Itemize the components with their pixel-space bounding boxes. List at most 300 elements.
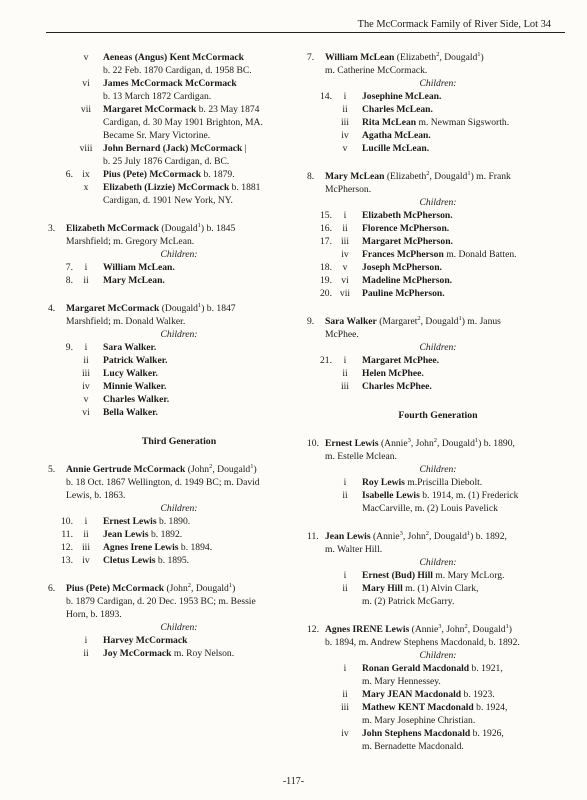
child-text [103, 393, 310, 406]
child-roman-numeral: iv [82, 555, 90, 566]
child-name: Mary JEAN Macdonald [362, 689, 462, 700]
child-name: Sara Walker. [103, 342, 157, 353]
child-text [362, 380, 569, 393]
lineage: (Margaret [376, 316, 418, 327]
child-text [362, 103, 569, 116]
entry-line: b. 18 Oct. 1867 Wellington, d. 1949 BC; m. David [66, 477, 260, 488]
child-name: William McLean. [103, 262, 175, 273]
entry-name: Annie Gertrude McCormack [66, 464, 186, 475]
child-text [362, 274, 569, 287]
lineage: (John [185, 464, 210, 475]
child-name: Elizabeth McPherson. [362, 210, 453, 221]
child-name: Lucille McLean. [362, 143, 430, 154]
child-roman-numeral: v [83, 52, 89, 63]
generation-heading: Fourth Generation [398, 410, 478, 421]
child-details: b. 1890. [156, 516, 191, 527]
sup: 2 [433, 436, 438, 444]
entry-10 [307, 437, 569, 515]
entry-line: m. Catherine McCormack. [325, 65, 428, 76]
lineage: , Dougald [420, 316, 459, 327]
child-roman-numeral: iv [82, 381, 90, 392]
right-column [307, 51, 569, 753]
child-number: 16. [320, 223, 332, 234]
child-details: b. 1881 [229, 182, 261, 193]
child-details: | [242, 143, 247, 154]
child-roman-numeral: viii [79, 143, 93, 154]
child-details: b. 1924, [473, 702, 508, 713]
child-row [48, 168, 310, 181]
child-row [307, 274, 569, 287]
child-roman-numeral: iii [82, 542, 90, 553]
lineage: , John [402, 531, 426, 542]
entry-number: 11. [307, 531, 319, 542]
child-row [48, 647, 310, 660]
child-row [307, 90, 569, 103]
child-text [362, 129, 569, 142]
continued-children [48, 51, 310, 207]
child-name: Minnie Walker. [103, 381, 167, 392]
child-continuation: m. Mary Hennessey. [362, 676, 441, 687]
child-details: b. 1914, m. (1) Frederick [419, 490, 519, 501]
child-row [307, 209, 569, 222]
child-row [307, 727, 569, 753]
child-text [103, 142, 310, 155]
children-list [48, 341, 310, 419]
child-name: Joseph McPherson. [362, 262, 442, 273]
child-row [48, 515, 310, 528]
children-label: Children: [419, 464, 457, 475]
child-row [307, 489, 569, 515]
child-row [48, 341, 310, 354]
lineage: ) b. 1890, [478, 438, 515, 449]
child-details: m. Donald Batten. [443, 249, 517, 260]
child-row [48, 354, 310, 367]
child-text [362, 688, 569, 701]
children-label: Children: [419, 197, 457, 208]
child-roman-numeral: iii [82, 368, 90, 379]
lineage: , Dougald [439, 52, 478, 63]
child-name: Frances McPherson [362, 249, 444, 260]
child-name: Charles McPhee. [362, 381, 432, 392]
child-row [48, 261, 310, 274]
child-text [362, 569, 569, 582]
sup: 1 [466, 529, 471, 537]
child-number: 14. [320, 91, 332, 102]
child-row [48, 367, 310, 380]
child-continuation: b. 13 March 1872 Cardigan. [103, 91, 212, 102]
child-roman-numeral: vi [341, 275, 349, 286]
lineage: , Dougald [467, 624, 506, 635]
entry-line: McPhee. [325, 329, 359, 340]
child-continuation: Cardigan, d. 30 May 1901 Brighton, MA. [103, 117, 263, 128]
child-details: m. Mary McLorg. [432, 570, 505, 581]
entry-name: Sara Walker [325, 316, 377, 327]
entry-name: Margaret McCormack [66, 303, 160, 314]
child-roman-numeral: i [84, 262, 88, 273]
child-name: Bella Walker. [103, 407, 158, 418]
child-text [103, 103, 310, 116]
entry-line: Marshfield; m. Donald Walker. [66, 316, 186, 327]
entry-line: m. Walter Hill. [325, 544, 383, 555]
entry-heading [325, 315, 569, 328]
entry-12 [307, 623, 569, 753]
child-continuation: b. 25 July 1876 Cardigan, d. BC. [103, 156, 230, 167]
children-list [307, 476, 569, 515]
child-roman-numeral: ii [83, 355, 89, 366]
child-details: b. 1923. [461, 689, 495, 700]
lineage: , Dougald [191, 583, 229, 594]
child-row [307, 235, 569, 248]
child-row [307, 380, 569, 393]
sup: 3 [399, 529, 403, 537]
sup: 1 [467, 169, 471, 177]
sup: 1 [505, 622, 509, 630]
header-title: The McCormack Family of River Side, Lot 34 [357, 19, 551, 30]
child-row [48, 406, 310, 419]
lineage: , John [441, 624, 465, 635]
entry-name: Mary McLean [325, 171, 385, 182]
child-name: Roy Lewis [362, 477, 405, 488]
entry-5 [48, 463, 310, 567]
child-row [48, 554, 310, 567]
entry-line: Marshfield; m. Gregory McLean. [66, 236, 195, 247]
child-row [307, 103, 569, 116]
child-roman-numeral: iii [341, 117, 349, 128]
child-text [103, 380, 310, 393]
lineage: (Dougald [159, 223, 198, 234]
child-text [103, 77, 310, 90]
sup: 3 [407, 436, 411, 444]
lineage: ) [253, 464, 257, 475]
child-name: Pauline McPherson. [362, 288, 445, 299]
child-number: 10. [61, 516, 73, 527]
lineage: , Dougald [429, 531, 467, 542]
child-details: b. 1892. [148, 529, 183, 540]
child-number: 9. [65, 342, 73, 353]
lineage: (John [164, 583, 188, 594]
child-text [362, 116, 569, 129]
child-row [307, 222, 569, 235]
child-name: Ronan Gerald Macdonald [362, 663, 470, 674]
child-details: b. 1921, [469, 663, 503, 674]
lineage: (Elizabeth [384, 171, 427, 182]
child-number: 6. [65, 169, 73, 180]
child-roman-numeral: vii [339, 288, 351, 299]
sup: 1 [474, 436, 479, 444]
child-roman-numeral: ii [342, 104, 348, 115]
child-name: Elizabeth (Lizzie) McCormack [103, 182, 230, 193]
entry-heading [325, 623, 569, 636]
child-number: 8. [65, 275, 73, 286]
child-row [48, 393, 310, 406]
entry-number: 7. [307, 52, 315, 63]
entry-heading [325, 437, 569, 450]
generation-heading: Third Generation [141, 436, 217, 447]
entry-3 [48, 222, 310, 287]
sup: 1 [228, 581, 233, 589]
child-row [48, 541, 310, 554]
lineage: ) b. 1845 [200, 223, 236, 234]
child-row [48, 51, 310, 77]
child-row [48, 77, 310, 103]
child-roman-numeral: x [83, 182, 89, 193]
child-continuation: MacCarville, m. (2) Louis Pavelick [362, 503, 498, 514]
child-text [362, 248, 569, 261]
child-name: Florence McPherson. [362, 223, 450, 234]
entry-line: Horn, b. 1893. [66, 609, 122, 620]
lineage: , John [410, 438, 434, 449]
child-number: 7. [65, 262, 73, 273]
lineage: ) m. Frank [470, 171, 511, 182]
lineage: , Dougald [429, 171, 468, 182]
lineage: ) [480, 52, 484, 63]
child-row [307, 261, 569, 274]
child-roman-numeral: ii [83, 648, 89, 659]
child-roman-numeral: vii [80, 104, 92, 115]
child-roman-numeral: iv [341, 728, 349, 739]
child-continuation: m. (2) Patrick McGarry. [362, 596, 455, 607]
entry-7 [307, 51, 569, 155]
entry-name: William McLean [325, 52, 395, 63]
sup: 3 [438, 622, 442, 630]
entry-heading [325, 530, 569, 543]
child-details: b. 1879. [201, 169, 235, 180]
child-row [48, 103, 310, 142]
child-number: 18. [320, 262, 332, 273]
child-name: Pius (Pete) McCormack [103, 169, 202, 180]
children-label: Children: [419, 78, 457, 89]
child-number: 13. [61, 555, 73, 566]
child-row [307, 569, 569, 582]
child-continuation: Cardigan, d. 1901 New York, NY. [103, 195, 233, 206]
lineage: , Dougald [212, 464, 251, 475]
child-row [307, 688, 569, 701]
child-text [362, 727, 569, 740]
lineage: (Annie [370, 531, 400, 542]
child-text [362, 582, 569, 595]
entry-11 [307, 530, 569, 608]
entry-line: b. 1894, m. Andrew Stephens Macdonald, b. 1892. [325, 637, 520, 648]
child-text [362, 222, 569, 235]
lineage: (Elizabeth [394, 52, 437, 63]
sup: 2 [425, 529, 430, 537]
child-name: Madeline McPherson. [362, 275, 453, 286]
child-roman-numeral: i [343, 210, 347, 221]
child-name: Jean Lewis [103, 529, 149, 540]
children-label: Children: [160, 329, 198, 340]
entry-number: 5. [48, 464, 56, 475]
child-roman-numeral: vi [82, 407, 90, 418]
child-row [307, 129, 569, 142]
child-name: Mathew KENT Macdonald [362, 702, 474, 713]
entry-line: b. 1879 Cardigan, d. 20 Dec. 1953 BC; m. Bessie [66, 596, 256, 607]
child-name: Mary Hill [362, 583, 403, 594]
child-roman-numeral: i [343, 663, 347, 674]
child-continuation: m. Mary Josephine Christian. [362, 715, 476, 726]
child-details: b. 1894. [178, 542, 213, 553]
child-name: Josephine McLean. [362, 91, 442, 102]
child-number: 19. [320, 275, 332, 286]
child-continuation: b. 22 Feb. 1870 Cardigan, d. 1958 BC. [103, 65, 252, 76]
entry-heading [325, 170, 569, 183]
left-column [48, 51, 310, 660]
child-row [307, 142, 569, 155]
lineage: (Dougald [159, 303, 198, 314]
child-details: b. 1926, [470, 728, 504, 739]
child-text [362, 367, 569, 380]
child-number: 20. [320, 288, 332, 299]
child-text [103, 515, 310, 528]
sup: 2 [187, 581, 192, 589]
children-list [48, 261, 310, 287]
sup: 1 [197, 221, 201, 229]
child-row [48, 634, 310, 647]
child-continuation: Became Sr. Mary Victorine. [103, 130, 211, 141]
child-number: 12. [61, 542, 73, 553]
entry-number: 9. [307, 316, 315, 327]
sup: 1 [250, 462, 254, 470]
children-list [48, 515, 310, 567]
child-text [103, 528, 310, 541]
child-roman-numeral: ii [342, 223, 348, 234]
child-text [362, 476, 569, 489]
child-row [307, 662, 569, 688]
child-row [307, 248, 569, 261]
children-label: Children: [160, 249, 198, 260]
child-text [103, 647, 310, 660]
lineage: , Dougald [437, 438, 475, 449]
entry-line: Lewis, b. 1863. [66, 490, 126, 501]
entry-heading [325, 51, 569, 64]
child-text [103, 274, 310, 287]
entry-6 [48, 582, 310, 660]
children-list [307, 354, 569, 393]
entry-name: Jean Lewis [325, 531, 371, 542]
child-roman-numeral: iii [341, 236, 349, 247]
entry-name: Pius (Pete) McCormack [66, 583, 165, 594]
child-details: b. 23 May 1874 [196, 104, 260, 115]
child-roman-numeral: iii [341, 702, 349, 713]
child-name: Rita McLean [362, 117, 417, 128]
child-row [307, 287, 569, 300]
child-roman-numeral: v [83, 394, 89, 405]
page-number: -117- [282, 776, 305, 787]
entry-number: 4. [48, 303, 56, 314]
children-list [307, 662, 569, 753]
entry-heading [66, 302, 310, 315]
child-text [362, 662, 569, 675]
child-name: Harvey McCormack [103, 635, 188, 646]
child-name: Lucy Walker. [103, 368, 158, 379]
child-text [103, 341, 310, 354]
child-name: John Bernard (Jack) McCormack [103, 143, 243, 154]
children-label: Children: [160, 503, 198, 514]
child-text [103, 51, 310, 64]
child-name: Mary McLean. [103, 275, 165, 286]
child-text [362, 701, 569, 714]
child-name: Aeneas (Angus) Kent McCormack [103, 52, 244, 63]
child-details: m.Priscilla Diebolt. [404, 477, 483, 488]
child-text [362, 209, 569, 222]
entry-heading [66, 582, 310, 595]
child-name: Ernest Lewis [103, 516, 157, 527]
children-list [307, 90, 569, 155]
child-text [362, 90, 569, 103]
child-name: Charles Walker. [103, 394, 170, 405]
child-roman-numeral: i [343, 91, 347, 102]
child-roman-numeral: ii [342, 583, 348, 594]
child-row [307, 116, 569, 129]
entry-line: McPherson. [325, 184, 372, 195]
entry-name: Agnes IRENE Lewis [325, 624, 410, 635]
children-list [307, 569, 569, 608]
child-text [103, 367, 310, 380]
child-text [103, 554, 310, 567]
child-row [48, 142, 310, 168]
child-text [103, 181, 310, 194]
children-list [307, 209, 569, 300]
entry-number: 12. [307, 624, 319, 635]
entry-8 [307, 170, 569, 300]
entry-name: Elizabeth McCormack [66, 223, 159, 234]
child-roman-numeral: v [342, 143, 348, 154]
child-row [307, 701, 569, 727]
child-name: Agatha McLean. [362, 130, 431, 141]
child-roman-numeral: i [84, 516, 88, 527]
lineage: ) m. Janus [461, 316, 501, 327]
child-roman-numeral: ii [83, 529, 89, 540]
child-roman-numeral: i [84, 635, 88, 646]
child-roman-numeral: ii [342, 689, 348, 700]
child-name: Agnes Irene Lewis [103, 542, 179, 553]
child-details: m. (1) Alvin Clark, [402, 583, 479, 594]
child-roman-numeral: iv [341, 130, 349, 141]
child-number: 17. [320, 236, 332, 247]
entry-number: 3. [48, 223, 56, 234]
child-roman-numeral: i [343, 355, 347, 366]
entry-name: Ernest Lewis [325, 438, 379, 449]
children-label: Children: [419, 650, 457, 661]
child-roman-numeral: i [343, 570, 347, 581]
child-row [48, 528, 310, 541]
children-label: Children: [419, 557, 457, 568]
child-text [103, 354, 310, 367]
lineage: ) [232, 583, 236, 594]
child-text [362, 235, 569, 248]
child-text [103, 168, 310, 181]
child-roman-numeral: i [84, 342, 88, 353]
child-name: Margaret McCormack [103, 104, 197, 115]
entry-number: 8. [307, 171, 315, 182]
sup: 1 [458, 314, 462, 322]
child-roman-numeral: i [343, 477, 347, 488]
lineage: ) [508, 624, 512, 635]
children-label: Children: [160, 622, 198, 633]
lineage: ) b. 1892, [470, 531, 507, 542]
child-roman-numeral: v [342, 262, 348, 273]
child-name: Helen McPhee. [362, 368, 424, 379]
child-text [103, 634, 310, 647]
child-roman-numeral: vi [82, 78, 90, 89]
child-row [307, 582, 569, 608]
sup: 2 [436, 50, 440, 58]
running-header [46, 18, 565, 33]
entry-heading [66, 463, 310, 476]
child-row [48, 380, 310, 393]
child-roman-numeral: iii [341, 381, 349, 392]
child-text [362, 142, 569, 155]
sup: 1 [197, 301, 202, 309]
